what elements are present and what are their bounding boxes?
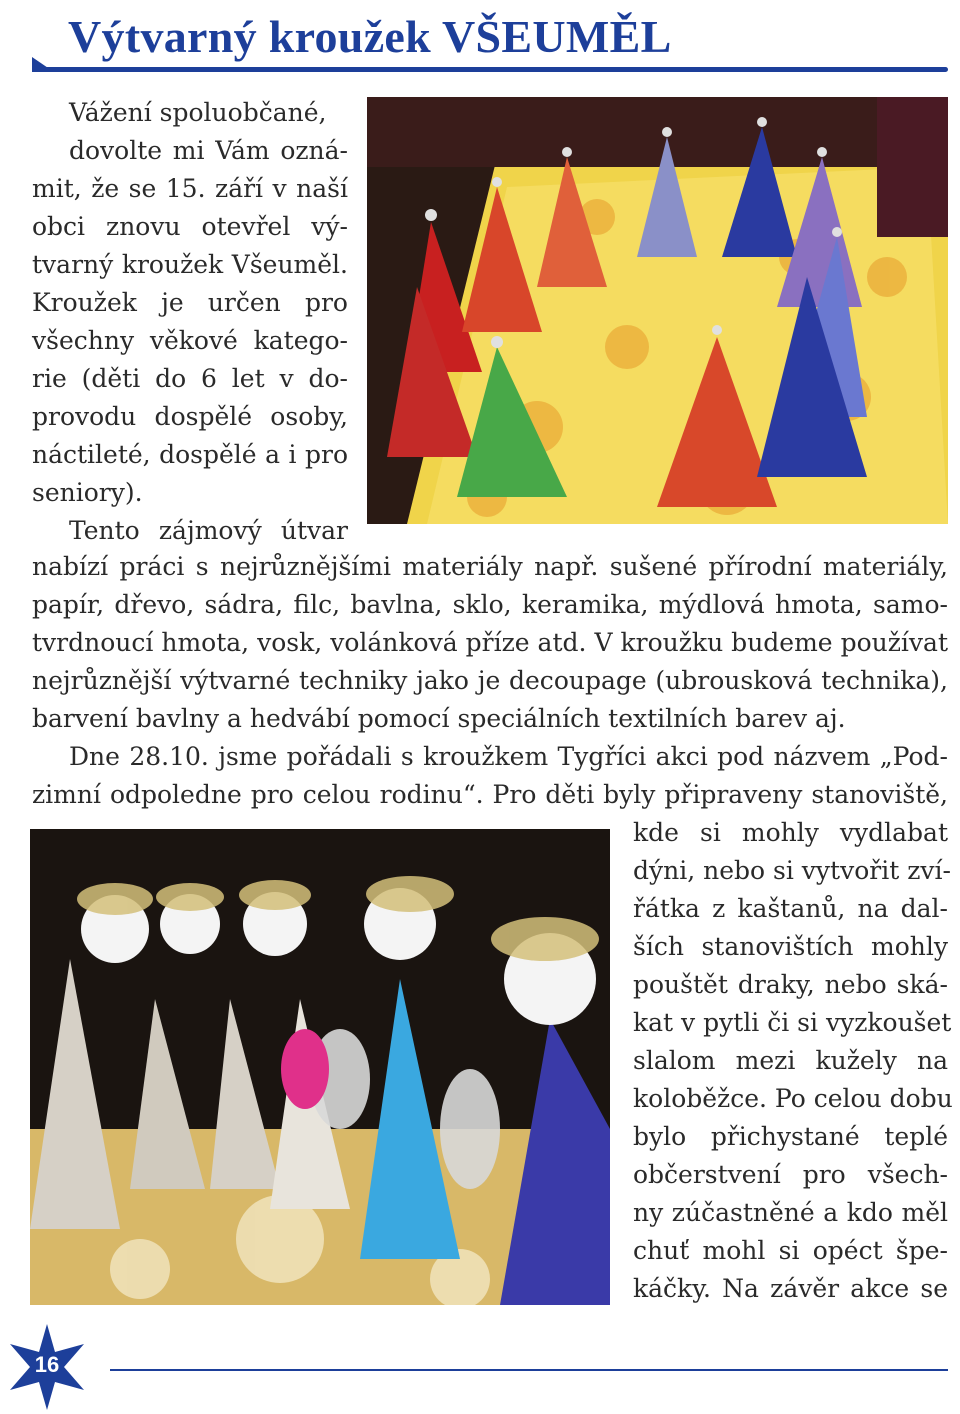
photo-wire-christmas-trees [367,97,948,524]
intro-line: Tento zájmový útvar [69,516,348,545]
intro-column [32,94,348,550]
side-line: kde si mohly vydlabat [633,818,948,847]
body-line: barvení bavlny a hedvábí pomocí speciálních textilních barev aj. [32,704,846,733]
side-line: dýni, nebo si vytvořit zví- [633,856,951,885]
intro-line: náctileté, dospělé a i pro [32,440,348,469]
body-line: nabízí práci s nejrůznějšími materiály např. sušené přírodní materiály, [32,552,948,581]
photo-angel-figurines [30,829,610,1305]
side-line: kat v pytli či si vyzkoušet [633,1008,952,1037]
side-line: slalom mezi kužely na [633,1046,948,1075]
intro-line: seniory). [32,478,143,507]
body-line: tvrdnoucí hmota, vosk, volánková příze atd. V kroužku budeme používat [32,628,948,657]
side-line: občerstvení pro všech- [633,1160,948,1189]
side-line: bylo přichystané teplé [633,1122,948,1151]
side-line: pouštět draky, nebo ská- [633,970,948,999]
page-number: 16 [34,1352,60,1377]
intro-line: obci znovu otevřel vý- [32,212,348,241]
intro-line: dovolte mi Vám ozná- [69,136,348,165]
body-line: papír, dřevo, sádra, filc, bavlna, sklo, keramika, mýdlová hmota, samo- [32,590,948,619]
side-line: ny zúčastněné a kdo měl [633,1198,948,1227]
intro-line: mit, že se 15. září v naší [32,174,348,203]
article-title: Výtvarný kroužek VŠEUMĚL [68,11,672,62]
side-line: řátka z kaštanů, na dal- [633,894,948,923]
body-line: Dne 28.10. jsme pořádali s kroužkem Tygříci akci pod názvem „Pod- [69,742,948,771]
intro-line: tvarný kroužek Všeuměl. [32,250,348,279]
side-line: koloběžce. Po celou dobu [633,1084,953,1113]
body-line: nejrůznější výtvarné techniky jako je decoupage (ubrousková technika), [32,666,948,695]
side-line: chuť mohl si opéct špe- [633,1236,948,1265]
intro-line: provodu dospělé osoby, [32,402,348,431]
body-line: zimní odpoledne pro celou rodinu“. Pro děti byly připraveny stanoviště, [32,780,948,809]
body-paragraph [32,548,948,814]
side-line: ších stanovištích mohly [633,932,948,961]
intro-line: Kroužek je určen pro [32,288,348,317]
side-column [633,814,953,1308]
side-line: káčky. Na závěr akce se [633,1274,948,1303]
title-underline [32,67,948,72]
footer-rule [110,1369,948,1371]
intro-line: Vážení spoluobčané, [69,98,327,127]
intro-line: všechny věkové katego- [32,326,348,355]
intro-line: rie (děti do 6 let v do- [32,364,348,393]
